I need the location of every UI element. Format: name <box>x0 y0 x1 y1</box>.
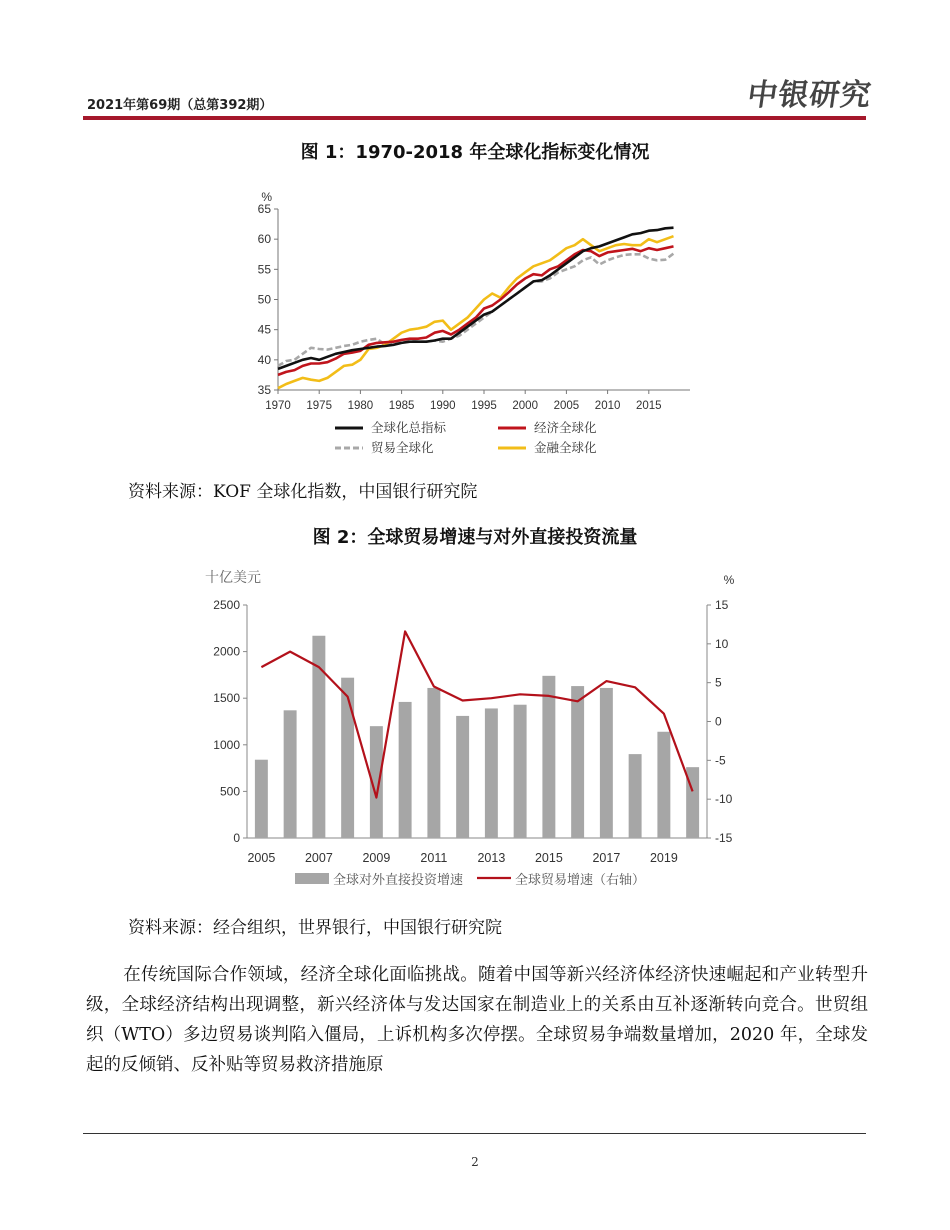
x-tick-label: 1985 <box>388 400 415 412</box>
y-tick-label: 55 <box>257 262 271 277</box>
y-tick-label: 60 <box>257 232 271 247</box>
x-tick-label: 2005 <box>553 400 580 412</box>
body-paragraph-text: 在传统国际合作领域，经济全球化面临挑战。随着中国等新兴经济体经济快速崛起和产业转型升级，全球经济结构出现调整，新兴经济体与发达国家在制造业上的关系由互补逐渐转向竞合。世贸组织（WTO）多边贸易谈判陷入僵局，上诉机构多次停摆。全球贸易争端数量增加，2020 年，全球发起的反倾销、反补贴等贸易救济措施原 <box>86 965 868 1075</box>
x-tick-label: 2011 <box>420 851 448 865</box>
boc-research-logo: 中银研究 <box>745 78 874 113</box>
y-tick-label: 65 <box>257 202 271 216</box>
legend-label-bar: 全球对外直接投资增速 <box>333 872 464 887</box>
fdi-bar <box>255 760 268 838</box>
fdi-bar <box>571 686 584 838</box>
left-axis-label: 十亿美元 <box>205 569 261 585</box>
x-tick-label: 1970 <box>265 400 291 412</box>
figure1-title: 图 1：1970-2018 年全球化指标变化情况 <box>300 142 650 163</box>
x-tick-label: 2015 <box>636 400 662 412</box>
x-tick-label: 2000 <box>512 400 538 412</box>
legend-label-line: 全球贸易增速（右轴） <box>515 872 646 887</box>
left-y-tick-label: 2000 <box>213 644 240 659</box>
left-y-tick-label: 1000 <box>213 737 240 752</box>
left-y-tick-label: 1500 <box>213 691 240 706</box>
x-tick-label: 1980 <box>347 400 374 412</box>
x-tick-label: 2010 <box>594 400 621 412</box>
fdi-bar <box>600 688 613 838</box>
x-tick-label: 2005 <box>247 851 276 865</box>
line-series-1 <box>278 246 674 375</box>
left-y-tick-label: 2500 <box>213 598 240 612</box>
right-y-tick-label: -10 <box>715 792 733 807</box>
fdi-bar <box>514 705 527 838</box>
issue-number: 2021年第69期（总第392期） <box>87 98 273 113</box>
body-paragraph <box>86 960 868 1080</box>
figure2-title: 图 2：全球贸易增速与对外直接投资流量 <box>312 527 638 548</box>
fdi-bar <box>284 710 297 838</box>
fdi-bar <box>399 702 412 838</box>
x-tick-label: 2019 <box>649 851 678 865</box>
y-tick-label: 35 <box>257 383 271 397</box>
x-tick-label: 2015 <box>534 851 563 865</box>
right-y-tick-label: -15 <box>715 831 733 845</box>
left-y-tick-label: 500 <box>219 784 240 799</box>
x-tick-label: 1990 <box>430 400 456 412</box>
right-y-tick-label: 10 <box>715 636 729 651</box>
legend-label: 全球化总指标 <box>371 421 447 435</box>
header-divider <box>83 116 866 120</box>
figure1-source: 资料来源：KOF 全球化指数，中国银行研究院 <box>128 482 478 502</box>
legend-label: 金融全球化 <box>534 441 597 455</box>
fdi-bar <box>341 678 354 838</box>
x-tick-label: 1975 <box>306 400 332 412</box>
right-axis-label: % <box>723 573 735 587</box>
fdi-bar <box>456 716 469 838</box>
x-tick-label: 2017 <box>592 851 621 865</box>
legend-swatch-bar <box>295 873 329 884</box>
right-y-tick-label: -5 <box>715 753 726 768</box>
right-y-tick-label: 5 <box>715 675 722 690</box>
left-y-tick-label: 0 <box>233 831 240 845</box>
fdi-bar <box>485 708 498 838</box>
figure2-source: 资料来源：经合组织，世界银行，中国银行研究院 <box>128 918 502 938</box>
trade-growth-line <box>261 631 692 797</box>
y-tick-label: 50 <box>257 292 271 307</box>
footer-divider <box>83 1133 866 1134</box>
right-y-tick-label: 0 <box>715 714 722 729</box>
page-number: 2 <box>471 1155 479 1169</box>
x-tick-label: 1995 <box>471 400 497 412</box>
legend-label: 贸易全球化 <box>371 441 434 455</box>
fdi-bar <box>542 676 555 838</box>
y-tick-label: 40 <box>257 352 271 367</box>
y-axis-unit: % <box>261 190 272 204</box>
x-tick-label: 2013 <box>477 851 506 865</box>
fdi-bar <box>427 688 440 838</box>
x-tick-label: 2009 <box>362 851 391 865</box>
trade-fdi-combo-chart <box>195 565 755 895</box>
legend-label: 经济全球化 <box>534 421 597 435</box>
right-y-tick-label: 15 <box>715 598 729 612</box>
globalization-line-chart <box>240 182 710 464</box>
fdi-bar <box>657 732 670 838</box>
fdi-bar <box>629 754 642 838</box>
y-tick-label: 45 <box>257 322 271 337</box>
x-tick-label: 2007 <box>304 851 333 865</box>
